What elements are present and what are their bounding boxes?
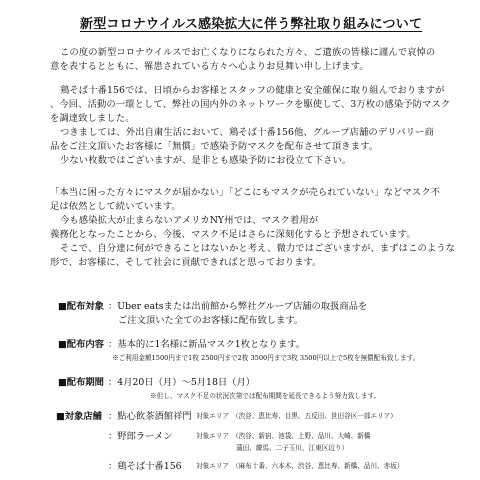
paragraph-line: 今も感染拡大が止まらないアメリカNY州では、マスク着用が [60,215,319,226]
paragraph-line: 形で、お客様に、そして社会に貢献できればと思っております。 [50,257,322,268]
paragraph-line: つきましては、外出自粛生活において、鶏そば十番156他、グループ店舗のデリバリー商 [60,127,434,138]
stores-label: ■対象店舗 [56,411,102,422]
store-area-prefix: 対象エリア [196,432,229,440]
paragraph-line: 意を表するとともに、罹患されている方々へ心よりお見舞い申し上げます。 [50,61,369,72]
store-name: ：野郎ラーメン [108,431,173,442]
store-area: （渋谷、新宿、池袋、上野、品川、大崎、新橋 [232,432,371,440]
distribution-target-label: ■配布対象 [58,301,104,312]
distribution-content-text: ：基本的に1名様に新品マスク1枚となります。 [108,339,306,350]
paragraph-line: 、今回、活動の一環として、弊社の国内外のネットワークを駆使して、3万枚の感染予防マスク [50,99,451,110]
paragraph-line: 義務化となったことから、今後、マスク不足はさらに深刻化すると予想されています。 [50,229,416,240]
page-title: 新型コロナウイルス感染拡大に伴う弊社取り組みについて [80,17,423,32]
paragraph-line: 足は依然として続いています。 [50,201,181,212]
paragraph-line: この度の新型コロナウイルスでお亡くなりになられた方々、ご遺族の皆様に謹んで哀悼の [60,47,436,58]
store-area-prefix: 対象エリア [196,462,229,470]
store-area: （渋谷、恵比寿、目黒、五反田、世田谷区一部エリア） [232,412,397,420]
distribution-target-text: ご注文頂いた全てのお客様に配布致します。 [118,315,304,326]
store-name: ：鶏そば十番156 [108,461,182,472]
store-area: 蒲田、練馬、二子玉川、江東区辺り） [236,444,349,452]
store-name: ：點心飲茶酒館祥門 [108,411,192,422]
distribution-content-label: ■配布内容 [58,339,104,350]
store-area-prefix: 対象エリア [196,412,229,420]
distribution-target-text: ：Uber eatsまたは出前館から弊社グループ店舗の取扱商品を [108,301,368,312]
distribution-period-text: ：4月20日（月）～5月18日（月） [108,377,256,388]
paragraph-line: 鶏そば十番156では、日頃からお客様とスタッフの健康と安全確保に取り組んでおりますが [60,85,445,96]
paragraph-line: 少ない枚数ではございますが、是非とも感染予防にお役立て下さい。 [60,155,352,166]
distribution-content-note: ※ご利用金額1500円まで1枚 2500円まで2枚 3500円まで3枚 3500円以上で5枚を無償配布致します。 [112,354,420,362]
distribution-period-label: ■配布期間 [58,377,104,388]
paragraph-line: そこで、自分達に何ができることはないかと考え、微力ではございますが、まずはこのような [60,243,456,254]
paragraph-line: 品をご注文頂いたお客様に「無償」で感染予防マスクを配布させて頂きます。 [50,141,379,152]
store-area: （麻布十番、六本木、渋谷、恵比寿、新橋、品川、赤坂） [232,462,404,470]
paragraph-line: 「本当に困った方々にマスクが届かない」「どこにもマスクが売られていない」などマスク不 [50,187,441,198]
paragraph-line: を調達致しました。 [50,113,135,124]
distribution-period-note: ※但し、マスク不足の状況次第では配布期間を延長できるよう努力致します。 [150,392,381,400]
